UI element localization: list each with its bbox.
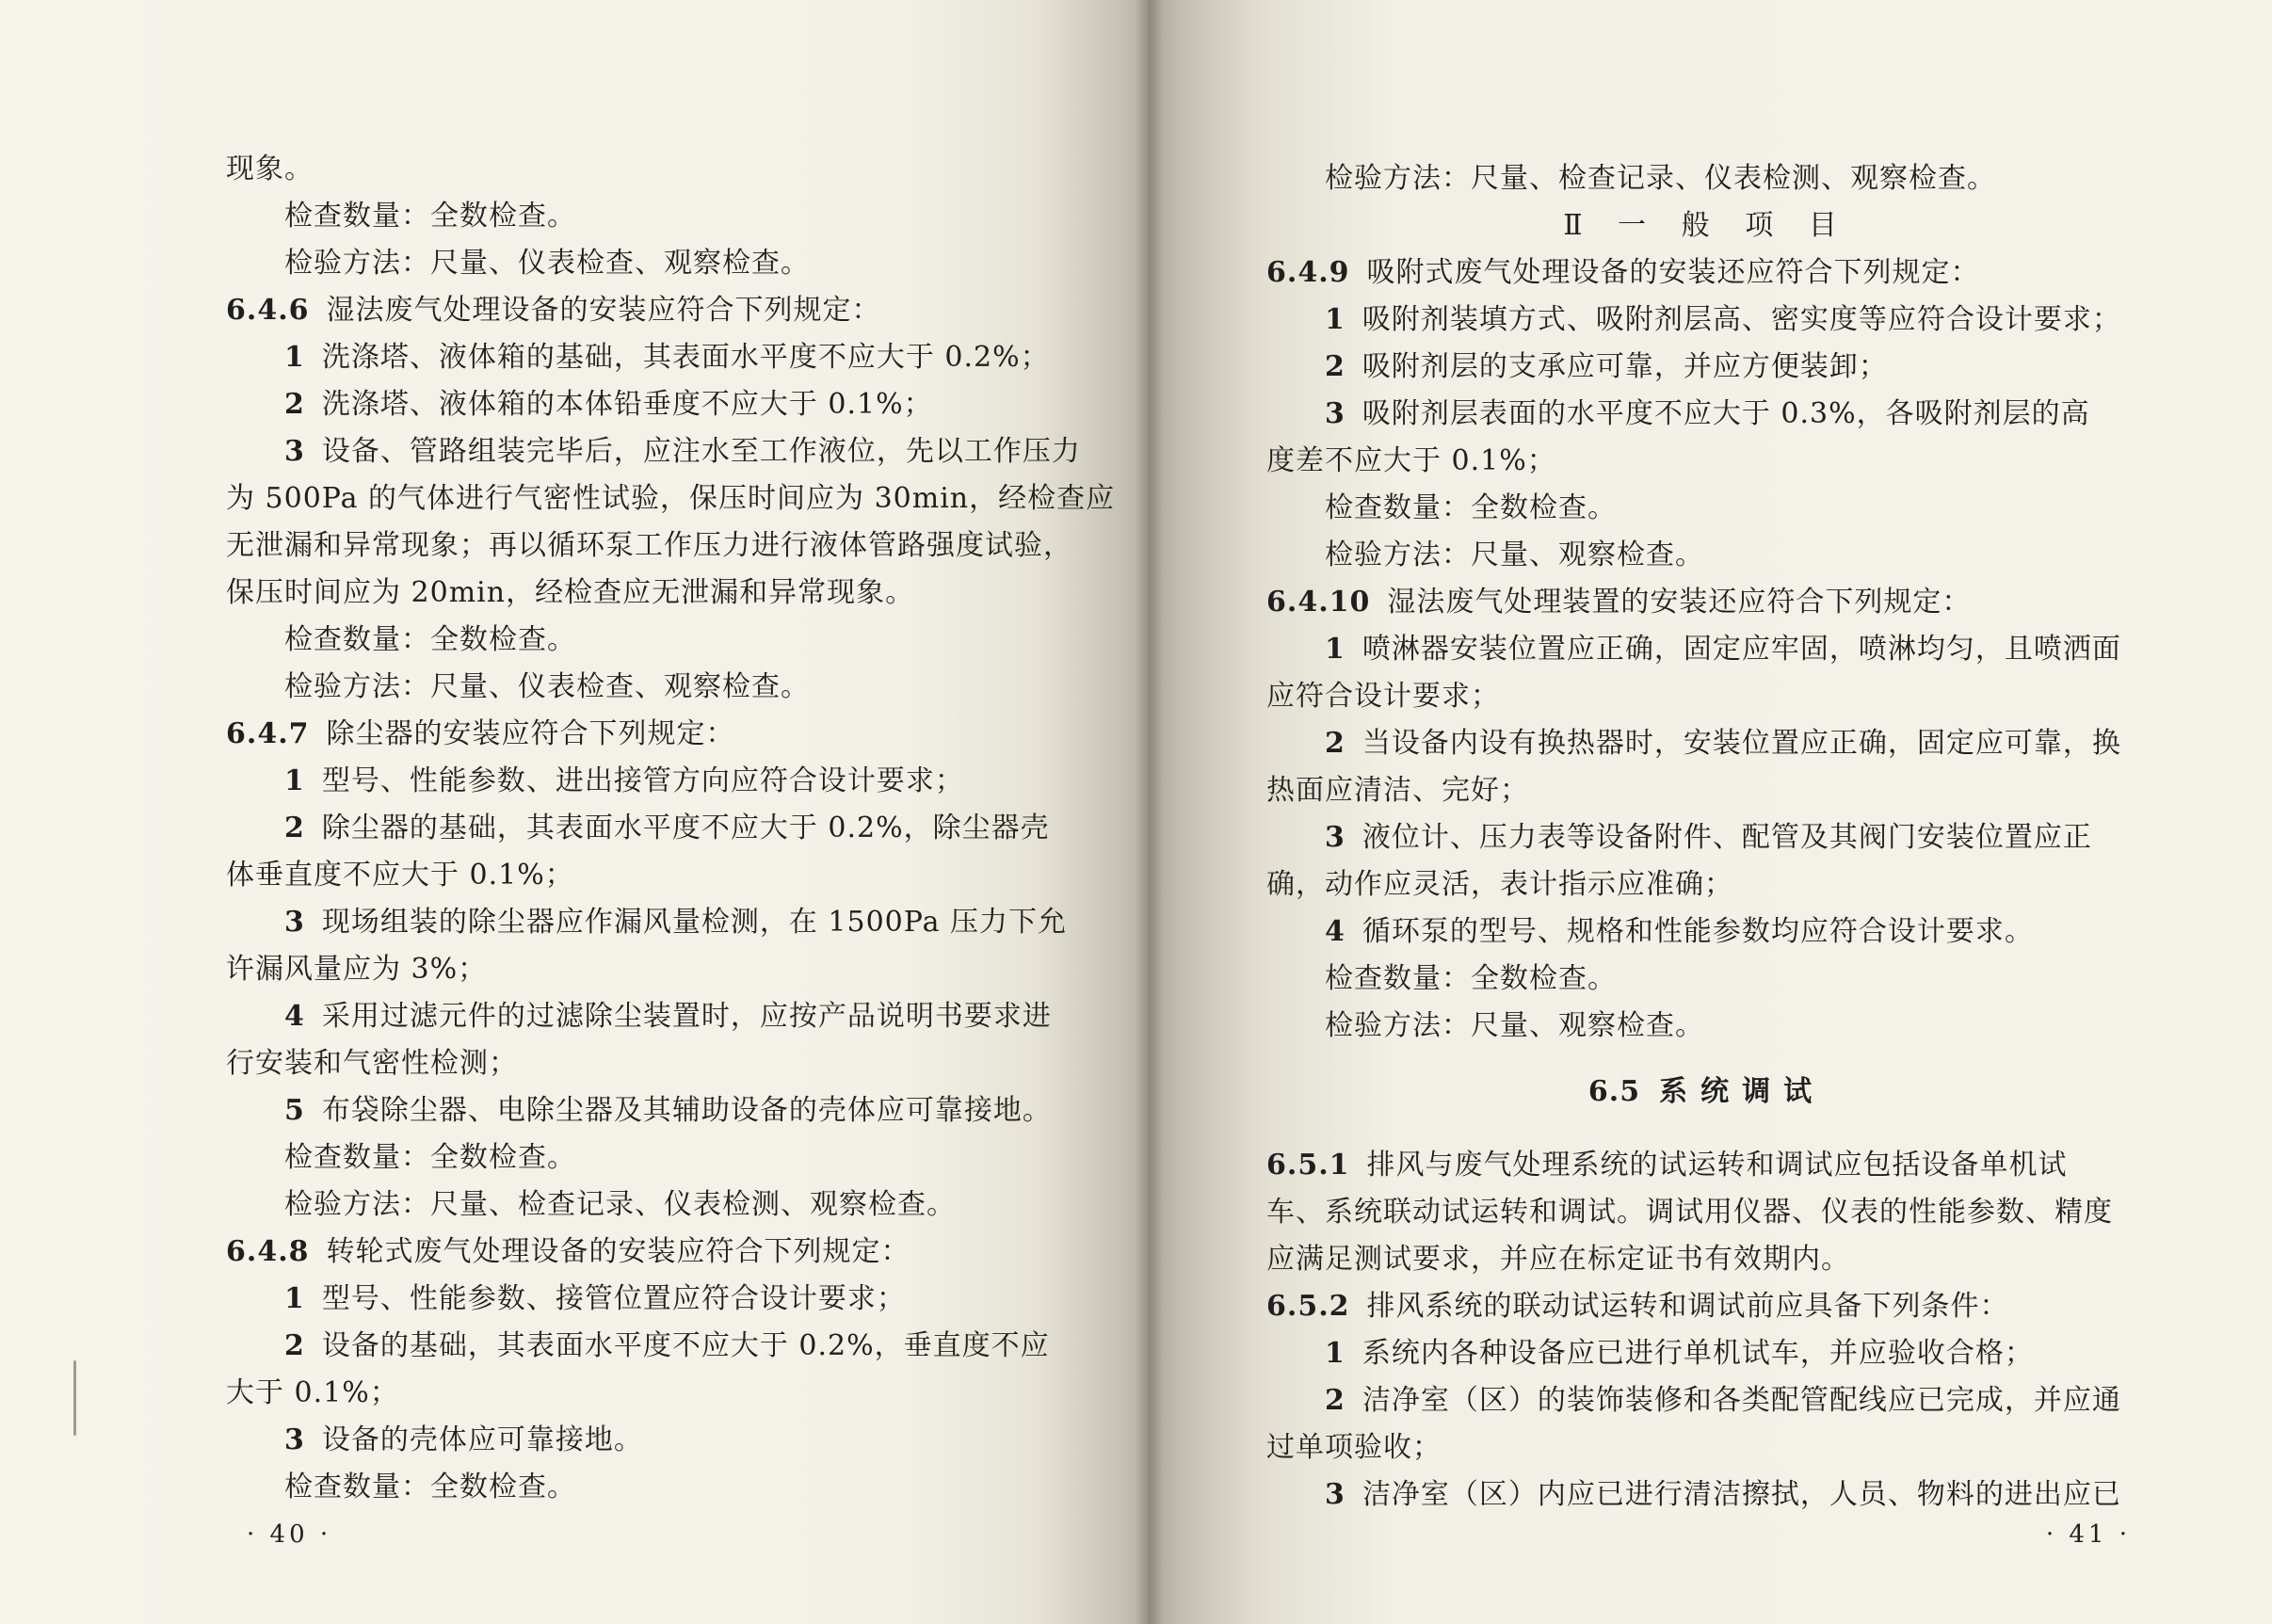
list-item (226, 1323, 1097, 1370)
continuation-line: 确，动作应灵活，表计指示应准确； (1266, 868, 1733, 901)
item-text: 吸附剂装填方式、吸附剂层高、密实度等应符合设计要求； (1362, 303, 2121, 336)
list-item (1266, 1377, 2147, 1424)
page-number-left: · 40 · (247, 1520, 332, 1549)
paragraph-line: 检查数量：全数检查。 (284, 623, 576, 656)
continuation-line: 度差不应大于 0.1%； (1266, 444, 1556, 477)
paragraph-line: 检验方法：尺量、检查记录、仪表检测、观察检查。 (1325, 162, 1996, 195)
item-number: 2 (284, 812, 305, 844)
clause-line (1266, 1142, 2147, 1189)
paragraph-line: 检查数量：全数检查。 (1325, 962, 1617, 995)
clause-number: 6.4.6 (226, 294, 310, 327)
paragraph-line: 检验方法：尺量、仪表检查、观察检查。 (284, 247, 810, 280)
paragraph-line: 检查数量：全数检查。 (1325, 491, 1617, 524)
item-text: 布袋除尘器、电除尘器及其辅助设备的壳体应可靠接地。 (321, 1094, 1052, 1127)
list-item (1266, 1471, 2147, 1519)
paragraph-line: 检验方法：尺量、观察检查。 (1325, 539, 1704, 571)
clause-line (226, 711, 1097, 758)
subsection-heading: Ⅱ 一 般 项 目 (1563, 209, 1850, 242)
clause-number: 6.4.8 (226, 1235, 310, 1268)
item-number: 4 (1325, 915, 1345, 948)
list-item (1266, 297, 2147, 344)
continuation-line: 保压时间应为 20min，经检查应无泄漏和异常现象。 (226, 576, 915, 609)
list-item (226, 758, 1097, 805)
item-text: 除尘器的基础，其表面水平度不应大于 0.2%，除尘器壳 (321, 812, 1050, 844)
item-text: 型号、性能参数、接管位置应符合设计要求； (321, 1282, 906, 1315)
section-heading (1266, 1069, 2147, 1116)
continuation-line: 体垂直度不应大于 0.1%； (226, 859, 574, 892)
item-number: 1 (1325, 633, 1345, 666)
item-number: 5 (284, 1094, 305, 1127)
clause-text: 排风与废气处理系统的试运转和调试应包括设备单机试 (1366, 1149, 2068, 1182)
item-number: 3 (284, 906, 305, 939)
clause-line (1266, 249, 2147, 297)
clause-line (226, 1229, 1097, 1276)
item-number: 2 (284, 1329, 305, 1362)
list-item (1266, 626, 2147, 673)
list-item (1266, 344, 2147, 391)
clause-text: 湿法废气处理设备的安装应符合下列规定： (326, 294, 881, 327)
list-item (1266, 814, 2147, 861)
item-text: 型号、性能参数、进出接管方向应符合设计要求； (321, 764, 964, 797)
clause-number: 6.4.7 (226, 717, 310, 750)
continuation-line: 为 500Pa 的气体进行气密性试验，保压时间应为 30min，经检查应 (226, 482, 1116, 515)
item-number: 3 (1325, 397, 1345, 430)
item-number: 1 (284, 341, 305, 374)
continuation-line: 大于 0.1%； (226, 1376, 399, 1409)
item-number: 2 (284, 388, 305, 421)
continuation-line: 行安装和气密性检测； (226, 1047, 518, 1080)
list-item (1266, 720, 2147, 767)
clause-text: 排风系统的联动试运转和调试前应具备下列条件： (1366, 1290, 2009, 1323)
clause-line (1266, 1283, 2147, 1330)
item-text: 喷淋器安装位置应正确，固定应牢固，喷淋均匀，且喷洒面 (1362, 633, 2121, 666)
paragraph-line: 检验方法：尺量、观察检查。 (1325, 1009, 1704, 1042)
list-item (1266, 908, 2147, 956)
item-text: 吸附剂层的支承应可靠，并应方便装卸； (1362, 350, 1888, 383)
left-page-text (226, 146, 1116, 1511)
item-number: 3 (1325, 1478, 1345, 1511)
continuation-line: 许漏风量应为 3%； (226, 953, 488, 986)
list-item (1266, 391, 2147, 438)
item-number: 3 (1325, 821, 1345, 854)
item-text: 洁净室（区）内应已进行清洁擦拭，人员、物料的进出应已 (1362, 1478, 2121, 1511)
item-text: 洁净室（区）的装饰装修和各类配管配线应已完成，并应通 (1362, 1384, 2121, 1417)
continuation-line: 应满足测试要求，并应在标定证书有效期内。 (1266, 1243, 1850, 1276)
item-number: 2 (1325, 350, 1345, 383)
clause-number: 6.5.1 (1266, 1149, 1350, 1182)
item-number: 1 (1325, 1337, 1345, 1370)
list-item (226, 334, 1097, 381)
item-text: 液位计、压力表等设备附件、配管及其阀门安装位置应正 (1362, 821, 2092, 854)
item-number: 3 (284, 435, 305, 468)
item-text: 循环泵的型号、规格和性能参数均应符合设计要求。 (1362, 915, 2034, 948)
item-number: 2 (1325, 1384, 1345, 1417)
continuation-line: 现象。 (226, 153, 314, 185)
item-number: 1 (1325, 303, 1345, 336)
list-item (226, 993, 1097, 1040)
clause-text: 转轮式废气处理设备的安装应符合下列规定： (326, 1235, 910, 1268)
item-text: 现场组装的除尘器应作漏风量检测，在 1500Pa 压力下允 (321, 906, 1068, 939)
continuation-line: 无泄漏和异常现象；再以循环泵工作压力进行液体管路强度试验， (226, 529, 1072, 562)
page-number-right: · 41 · (2045, 1520, 2131, 1549)
clause-number: 6.4.9 (1266, 256, 1350, 289)
list-item (1266, 1330, 2147, 1377)
item-text: 设备的基础，其表面水平度不应大于 0.2%，垂直度不应 (321, 1329, 1050, 1362)
section-title-text: 系统调试 (1659, 1075, 1826, 1108)
clause-text: 湿法废气处理装置的安装还应符合下列规定： (1387, 586, 1972, 619)
margin-mark (73, 1360, 76, 1436)
list-item (226, 1417, 1097, 1464)
list-item (226, 899, 1097, 946)
clause-text: 除尘器的安装应符合下列规定： (326, 717, 735, 750)
item-text: 设备、管路组装完毕后，应注水至工作液位，先以工作压力 (321, 435, 1081, 468)
item-text: 系统内各种设备应已进行单机试车，并应验收合格； (1362, 1337, 2034, 1370)
list-item (226, 1276, 1097, 1323)
clause-line (226, 287, 1097, 334)
item-text: 当设备内设有换热器时，安装位置应正确，固定应可靠，换 (1362, 727, 2121, 760)
item-number: 3 (284, 1423, 305, 1456)
item-text: 设备的壳体应可靠接地。 (321, 1423, 643, 1456)
right-page (1149, 0, 2272, 1624)
item-number: 1 (284, 764, 305, 797)
list-item (226, 428, 1097, 475)
item-number: 2 (1325, 727, 1345, 760)
clause-number: 6.5.2 (1266, 1290, 1350, 1323)
right-page-text (1266, 155, 2147, 1519)
list-item (226, 805, 1097, 852)
item-text: 吸附剂层表面的水平度不应大于 0.3%，各吸附剂层的高 (1362, 397, 2090, 430)
item-text: 采用过滤元件的过滤除尘装置时，应按产品说明书要求进 (321, 1000, 1052, 1033)
clause-text: 吸附式废气处理设备的安装还应符合下列规定： (1366, 256, 1980, 289)
continuation-line: 车、系统联动试运转和调试。调试用仪器、仪表的性能参数、精度 (1266, 1196, 2113, 1229)
continuation-line: 应符合设计要求； (1266, 680, 1500, 713)
section-number: 6.5 (1587, 1075, 1641, 1108)
continuation-line: 热面应清洁、完好； (1266, 774, 1529, 807)
paragraph-line: 检查数量：全数检查。 (284, 1471, 576, 1503)
list-item (226, 381, 1097, 428)
clause-number: 6.4.10 (1266, 586, 1371, 619)
paragraph-line: 检验方法：尺量、仪表检查、观察检查。 (284, 670, 810, 703)
item-text: 洗涤塔、液体箱的基础，其表面水平度不应大于 0.2%； (321, 341, 1050, 374)
paragraph-line: 检查数量：全数检查。 (284, 200, 576, 233)
item-number: 1 (284, 1282, 305, 1315)
paragraph-line: 检查数量：全数检查。 (284, 1141, 576, 1174)
continuation-line: 过单项验收； (1266, 1431, 1442, 1464)
item-number: 4 (284, 1000, 305, 1033)
book-gutter (1135, 0, 1163, 1624)
list-item (226, 1087, 1097, 1134)
clause-line (1266, 579, 2147, 626)
item-text: 洗涤塔、液体箱的本体铅垂度不应大于 0.1%； (321, 388, 933, 421)
paragraph-line: 检验方法：尺量、检查记录、仪表检测、观察检查。 (284, 1188, 956, 1221)
